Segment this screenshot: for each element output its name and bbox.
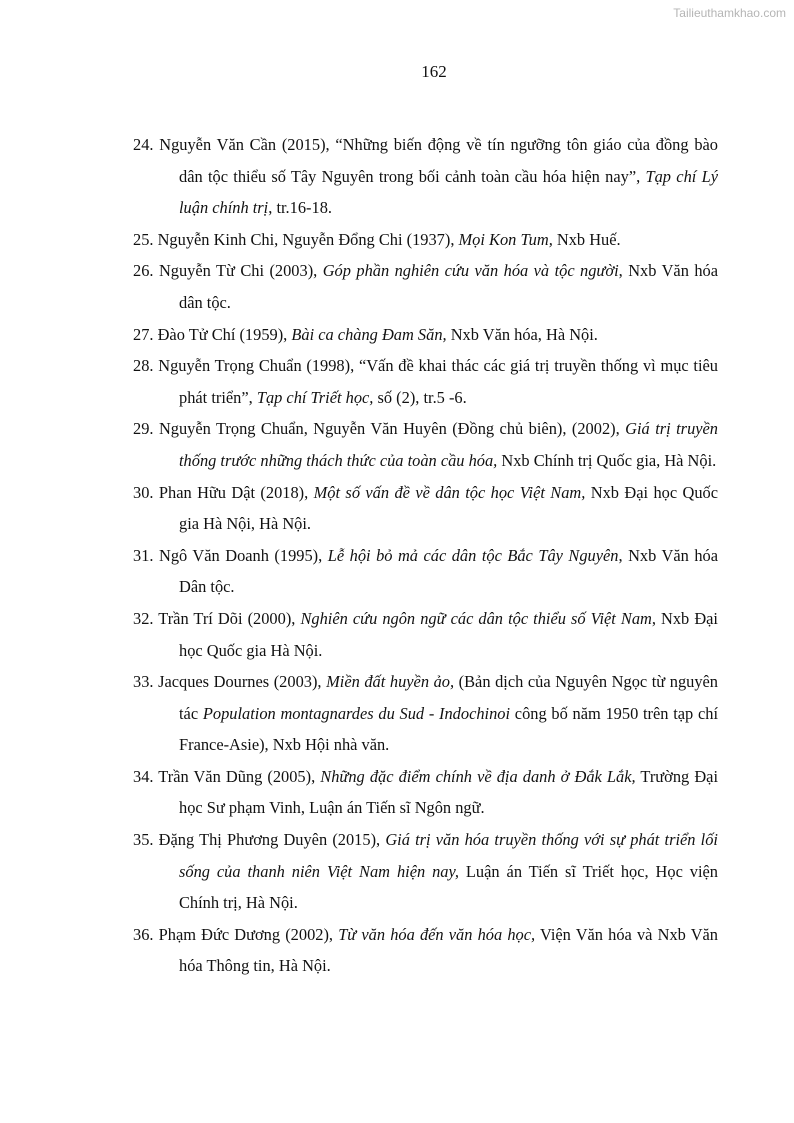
page-number: 162 bbox=[421, 62, 447, 81]
reference-text: Luận án Tiến sĩ Triết học, Học viện Chính trị, Hà Nội. bbox=[179, 861, 719, 913]
reference-text: Ngô Văn Doanh (1995), bbox=[153, 545, 328, 565]
reference-text: Nguyễn Trọng Chuẩn (1998), “Vấn đề khai thác các giá trị truyền thống vì mục tiêu phát triển”, bbox=[153, 356, 718, 407]
reference-item bbox=[133, 350, 718, 413]
reference-text: Nxb Huế. bbox=[552, 229, 621, 249]
reference-number: 27. bbox=[133, 324, 154, 344]
reference-title: Lễ hội bỏ mả các dân tộc Bắc Tây Nguyên bbox=[327, 545, 619, 565]
reference-item bbox=[133, 919, 718, 982]
reference-text: Đào Tử Chí (1959), bbox=[153, 324, 292, 344]
reference-number: 30. bbox=[133, 482, 154, 502]
reference-number: 28. bbox=[133, 356, 154, 376]
reference-item bbox=[133, 477, 718, 540]
reference-item bbox=[133, 413, 718, 476]
reference-title: Những đặc điểm chính về địa danh ở Đắk Lắk, bbox=[320, 766, 636, 786]
reference-text: , tr.16-18. bbox=[268, 198, 332, 218]
reference-number: 31. bbox=[133, 545, 154, 565]
reference-item bbox=[133, 603, 718, 666]
reference-text: Nxb Văn hóa, Hà Nội. bbox=[446, 324, 598, 344]
watermark-text: Tailieuthamkhao.com bbox=[673, 6, 786, 20]
reference-item bbox=[133, 666, 718, 761]
reference-text: Nguyễn Kinh Chi, Nguyễn Đổng Chi (1937), bbox=[153, 229, 459, 249]
reference-text: (Bản dịch của Nguyên Ngọc từ nguyên tác bbox=[179, 672, 718, 723]
reference-title: Nghiên cứu ngôn ngữ các dân tộc thiểu số Việt Nam bbox=[300, 608, 652, 628]
reference-text: Nguyễn Văn Cần (2015), “Những biến động về tín ngưỡng tôn giáo của đồng bào dân tộc thiểu số Tây Nguyên trong bối cảnh toàn cầu hóa hiện nay”, bbox=[153, 135, 718, 186]
reference-text: Nxb Đại học Quốc gia Hà Nội, Hà Nội. bbox=[179, 482, 719, 534]
reference-text: Đặng Thị Phương Duyên (2015), bbox=[153, 830, 386, 850]
reference-title: Góp phần nghiên cứu văn hóa và tộc người bbox=[322, 261, 619, 281]
reference-number: 32. bbox=[133, 608, 154, 628]
reference-item bbox=[133, 824, 718, 919]
reference-title: Tạp chí Triết học, bbox=[256, 387, 374, 407]
reference-title: Một số vấn đề về dân tộc học Việt Nam, bbox=[313, 482, 586, 502]
reference-item bbox=[133, 540, 718, 603]
reference-number: 29. bbox=[133, 419, 154, 439]
reference-item bbox=[133, 129, 718, 224]
reference-text: Phan Hữu Dật (2018), bbox=[153, 482, 314, 502]
reference-number: 24. bbox=[133, 135, 154, 154]
reference-number: 35. bbox=[133, 830, 154, 850]
reference-text: Trần Văn Dũng (2005), bbox=[153, 766, 321, 786]
reference-number: 25. bbox=[133, 229, 154, 249]
reference-item bbox=[133, 319, 718, 351]
reference-text: Nxb Chính trị Quốc gia, Hà Nội. bbox=[497, 450, 717, 470]
reference-title: Miền đất huyền ảo, bbox=[326, 672, 455, 692]
reference-title: Giá trị truyền thống trước những thách thức của toàn cầu hóa, bbox=[179, 419, 719, 470]
reference-text: Jacques Dournes (2003), bbox=[153, 672, 327, 692]
reference-text: Viện Văn hóa và Nxb Văn hóa Thông tin, Hà Nội. bbox=[179, 924, 718, 976]
reference-number: 34. bbox=[133, 766, 154, 786]
reference-text: , Nxb Đại học Quốc gia Hà Nội. bbox=[179, 608, 718, 660]
reference-number: 26. bbox=[133, 261, 154, 281]
reference-title: Population montagnardes du Sud - Indochinoi bbox=[202, 703, 511, 723]
reference-number: 36. bbox=[133, 924, 154, 944]
reference-title: Từ văn hóa đến văn hóa học, bbox=[338, 924, 536, 944]
reference-item bbox=[133, 761, 718, 824]
reference-list bbox=[133, 129, 718, 982]
reference-text: Trần Trí Dõi (2000), bbox=[153, 608, 301, 628]
reference-title: Tạp chí Lý luận chính trị bbox=[179, 166, 718, 218]
reference-title: Giá trị văn hóa truyền thống với sự phát triển lối sống của thanh niên Việt Nam hiện nay, bbox=[179, 830, 718, 881]
reference-title: Bài ca chàng Đam Săn, bbox=[291, 324, 447, 344]
reference-item bbox=[133, 224, 718, 256]
reference-title: Mọi Kon Tum, bbox=[458, 229, 553, 249]
reference-text: Trường Đại học Sư phạm Vinh, Luận án Tiến sĩ Ngôn ngữ. bbox=[179, 766, 718, 818]
reference-item bbox=[133, 255, 718, 318]
reference-text: Phạm Đức Dương (2002), bbox=[153, 924, 339, 944]
reference-text: Nguyễn Từ Chi (2003), bbox=[153, 261, 323, 281]
reference-text: Nguyễn Trọng Chuẩn, Nguyễn Văn Huyên (Đồng chủ biên), (2002), bbox=[153, 419, 626, 439]
reference-text: công bố năm 1950 trên tạp chí France-Asie), Nxb Hội nhà văn. bbox=[179, 703, 719, 755]
reference-text: số (2), tr.5 -6. bbox=[373, 387, 467, 407]
reference-text: , Nxb Văn hóa Dân tộc. bbox=[179, 545, 718, 597]
reference-text: , Nxb Văn hóa dân tộc. bbox=[179, 261, 719, 312]
reference-number: 33. bbox=[133, 672, 154, 692]
